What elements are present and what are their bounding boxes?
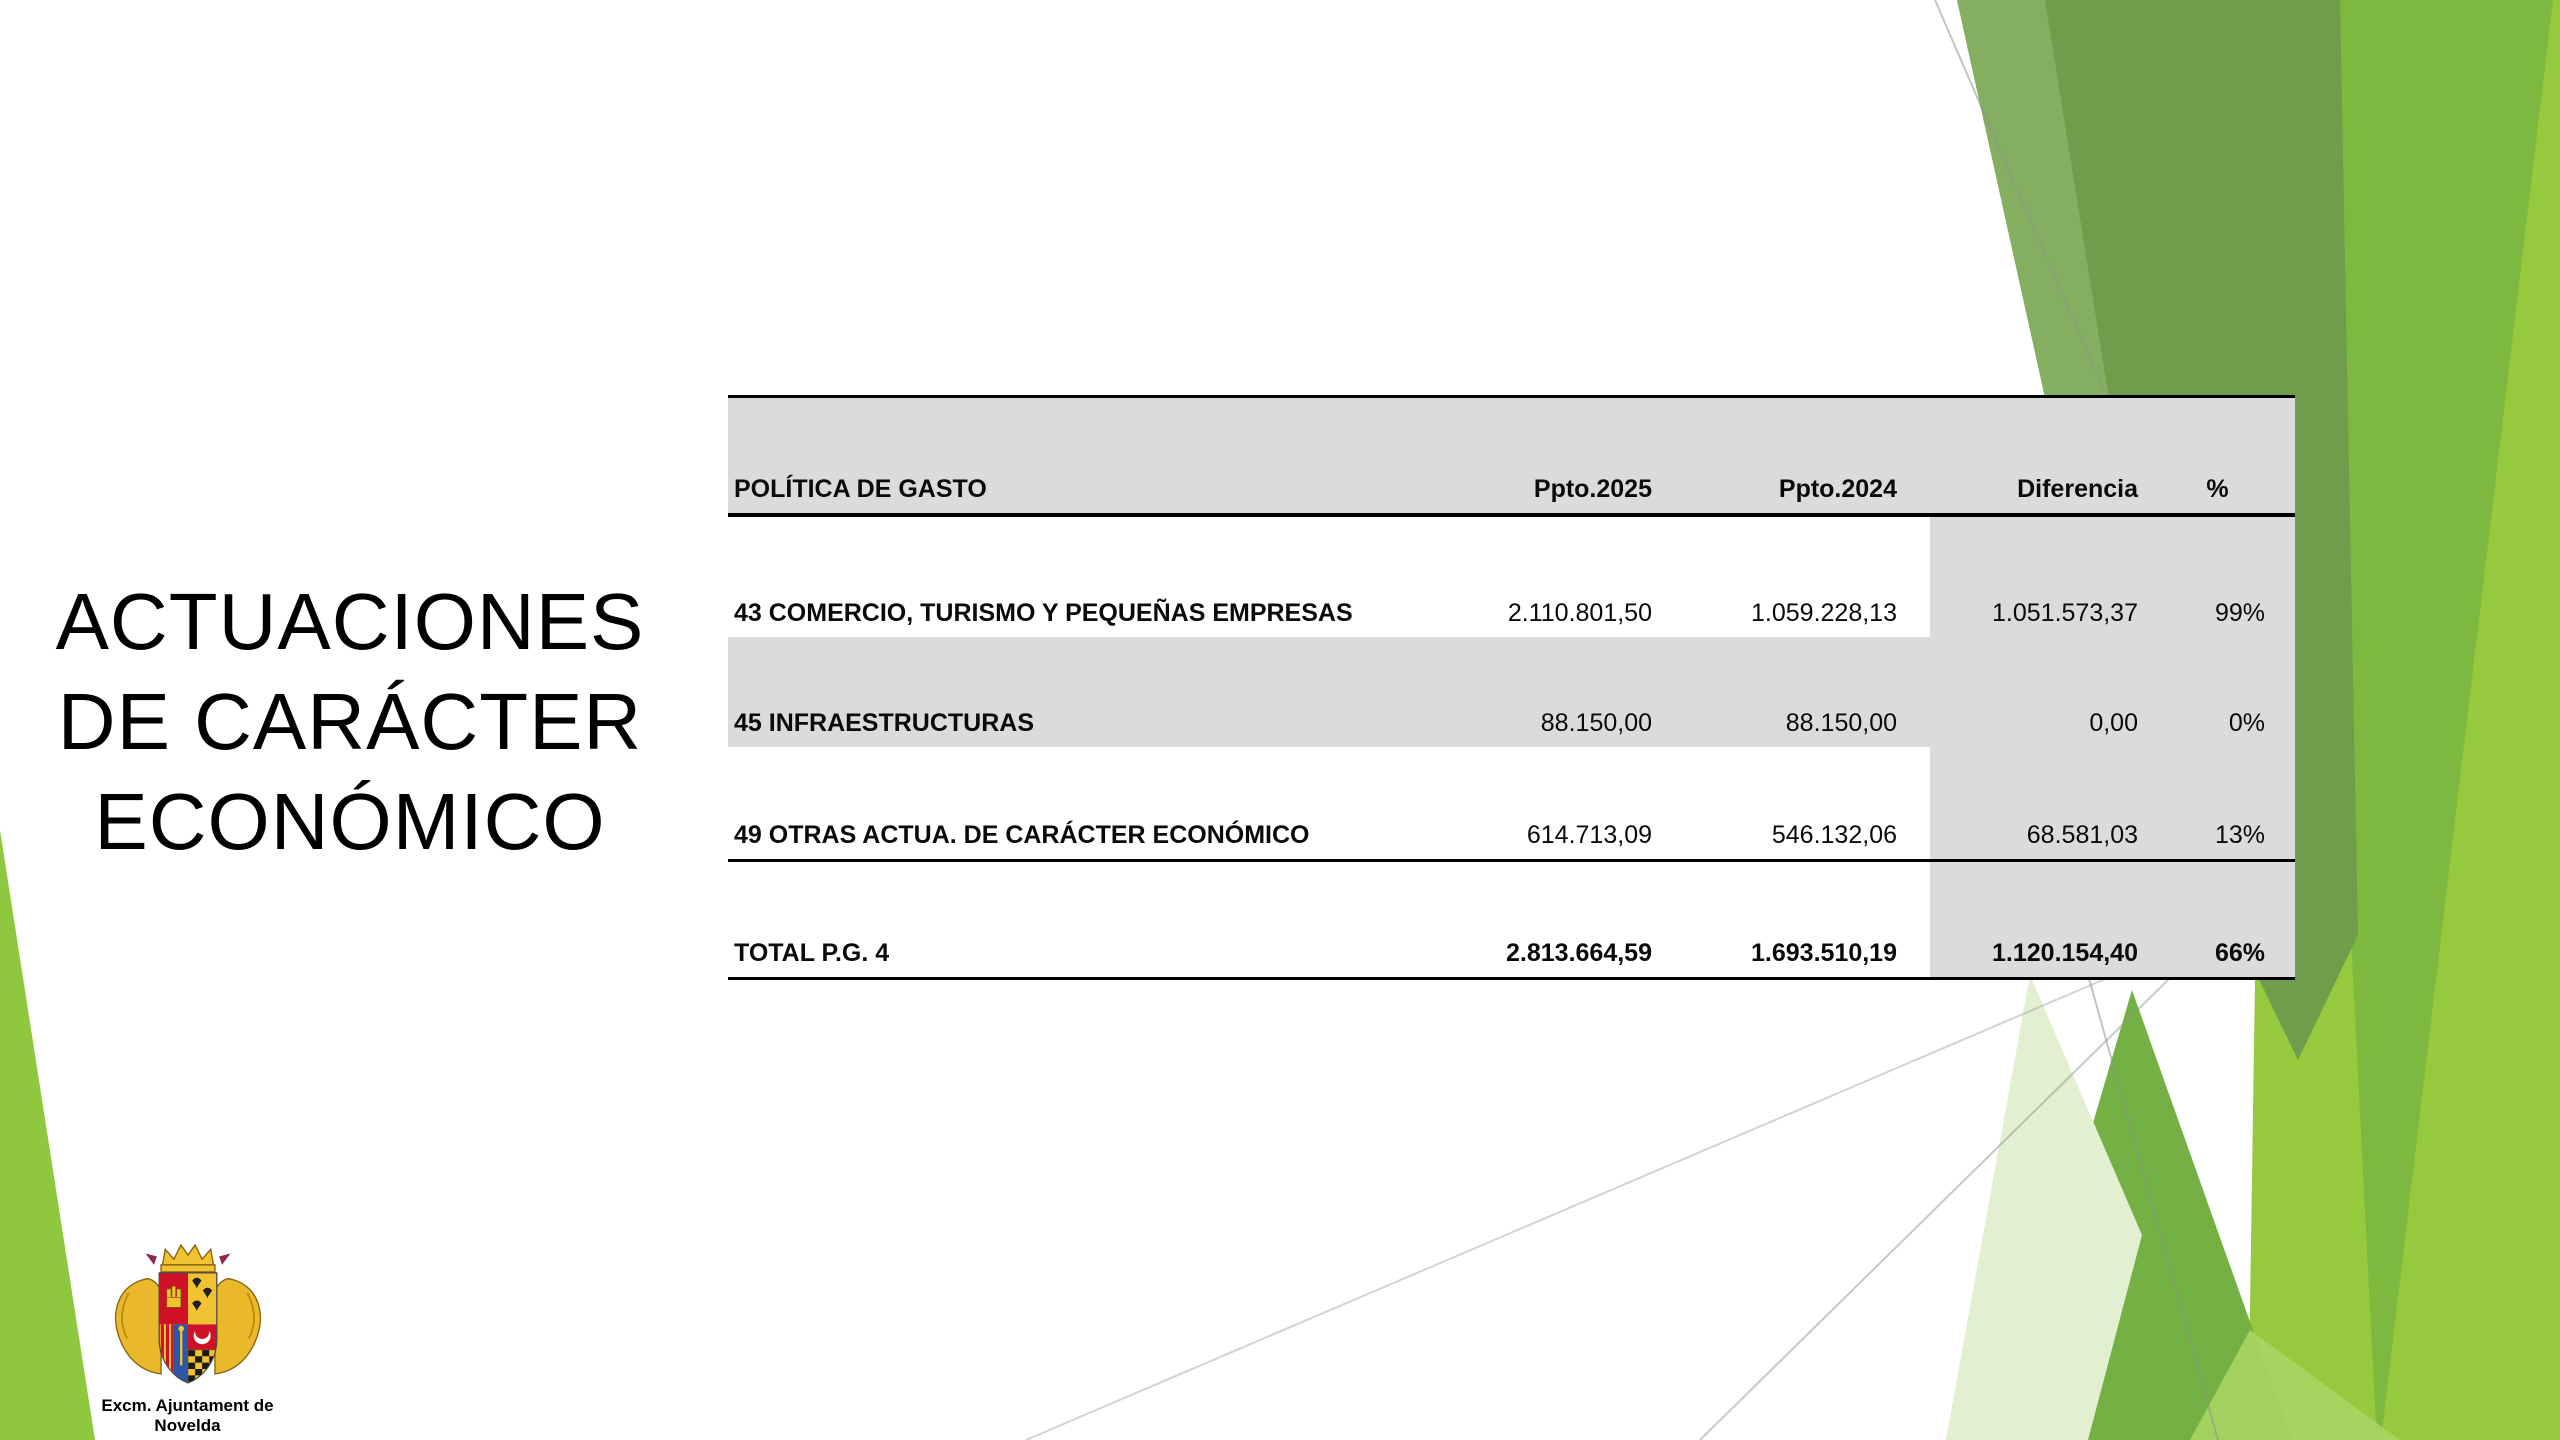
row-ppto2024: 1.059.228,13 xyxy=(1751,599,1897,627)
slide-title xyxy=(18,572,682,872)
table-row-49 xyxy=(728,747,2295,862)
row-label: 43 COMERCIO, TURISMO Y PEQUEÑAS EMPRESAS xyxy=(734,599,1353,627)
row-ppto2024: 88.150,00 xyxy=(1785,709,1897,737)
header-diferencia: Diferencia xyxy=(2017,475,2138,503)
header-ppto2024: Ppto.2024 xyxy=(1778,475,1897,503)
row-label: 49 OTRAS ACTUA. DE CARÁCTER ECONÓMICO xyxy=(734,821,1310,849)
budget-table xyxy=(728,395,2295,983)
left-pennant xyxy=(145,1254,156,1265)
table-row-45 xyxy=(728,637,2295,747)
row-ppto2025: 88.150,00 xyxy=(1540,709,1652,737)
total-ppto2025: 2.813.664,59 xyxy=(1506,939,1652,967)
row-pct: 13% xyxy=(2214,821,2265,849)
header-pct: % xyxy=(2206,475,2229,503)
row-ppto2025: 2.110.801,50 xyxy=(1507,599,1652,627)
crown xyxy=(162,1245,213,1265)
table-total-row xyxy=(728,862,2295,980)
table-header-row xyxy=(728,398,2295,517)
table-row-43 xyxy=(728,517,2295,637)
row-pct: 0% xyxy=(2228,709,2265,737)
slide-title-line-1: ACTUACIONES xyxy=(55,577,645,666)
row-ppto2024: 546.132,06 xyxy=(1771,821,1897,849)
row-diferencia: 0,00 xyxy=(2089,709,2138,737)
row-diferencia: 68.581,03 xyxy=(2026,821,2138,849)
right-pennant xyxy=(219,1254,230,1265)
header-ppto2025: Ppto.2025 xyxy=(1533,475,1652,503)
coat-of-arms-icon xyxy=(103,1242,273,1394)
total-diferencia: 1.120.154,40 xyxy=(1992,939,2138,967)
row-label: 45 INFRAESTRUCTURAS xyxy=(734,709,1035,737)
total-ppto2024: 1.693.510,19 xyxy=(1751,939,1897,967)
row-diferencia: 1.051.573,37 xyxy=(1992,599,2138,627)
row-pct: 99% xyxy=(2214,599,2265,627)
novelda-logo xyxy=(80,1242,295,1436)
row-ppto2025: 614.713,09 xyxy=(1526,821,1652,849)
slide-title-line-3: ECONÓMICO xyxy=(94,777,606,866)
total-label: TOTAL P.G. 4 xyxy=(734,939,890,967)
header-politica: POLÍTICA DE GASTO xyxy=(734,475,987,503)
logo-caption: Excm. Ajuntament de Novelda xyxy=(101,1396,274,1435)
slide-title-line-2: DE CARÁCTER xyxy=(57,677,643,766)
total-pct: 66% xyxy=(2214,939,2265,967)
